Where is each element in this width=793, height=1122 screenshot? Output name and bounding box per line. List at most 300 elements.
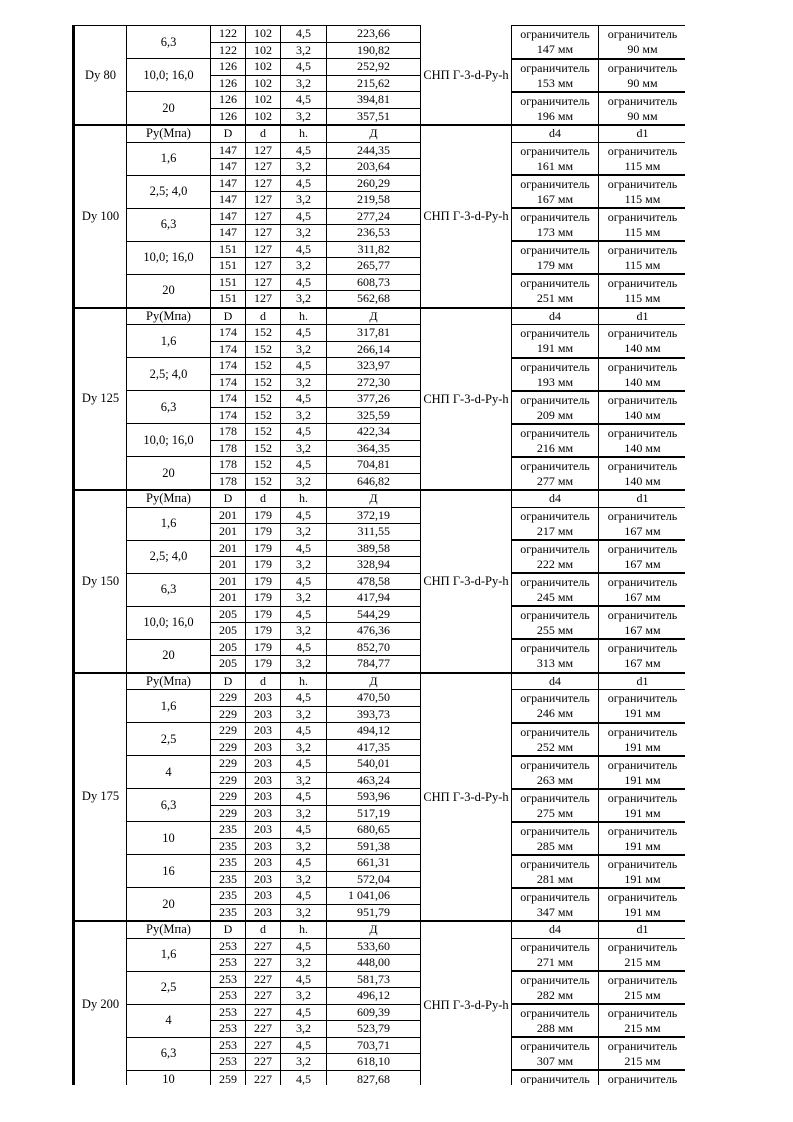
thickness: 4,5 bbox=[281, 1070, 327, 1085]
limiter-d1 bbox=[599, 457, 686, 491]
outer-diameter: 126 bbox=[211, 59, 246, 76]
limiter-label: ограничитель bbox=[607, 1006, 678, 1020]
thickness: 4,5 bbox=[281, 1037, 327, 1054]
inner-diameter: 102 bbox=[246, 42, 281, 59]
limiter-value: 90 мм bbox=[627, 75, 658, 90]
thickness: 4,5 bbox=[281, 175, 327, 192]
outer-diameter: 147 bbox=[211, 208, 246, 225]
limiter-value: 115 мм bbox=[624, 225, 661, 239]
inner-diameter: 227 bbox=[246, 988, 281, 1005]
header-d: d bbox=[246, 490, 281, 507]
inner-diameter: 203 bbox=[246, 822, 281, 839]
inner-diameter: 227 bbox=[246, 938, 281, 955]
table-row bbox=[74, 424, 686, 441]
weight-value: 581,73 bbox=[327, 971, 421, 988]
limiter-label: ограничитель bbox=[520, 790, 590, 805]
thickness: 4,5 bbox=[281, 855, 327, 872]
limiter-d1 bbox=[599, 756, 686, 789]
weight-value: 377,26 bbox=[327, 391, 421, 408]
outer-diameter: 253 bbox=[211, 1037, 246, 1054]
limiter-label: ограничитель bbox=[607, 425, 678, 440]
limiter-d4 bbox=[512, 274, 599, 308]
limiter-label: ограничитель bbox=[607, 575, 678, 589]
thickness: 4,5 bbox=[281, 241, 327, 258]
outer-diameter: 126 bbox=[211, 75, 246, 92]
thickness: 4,5 bbox=[281, 358, 327, 375]
outer-diameter: 205 bbox=[211, 639, 246, 656]
weight-value: 523,79 bbox=[327, 1021, 421, 1038]
limiter-value: 167 мм bbox=[624, 623, 661, 637]
limiter-d4 bbox=[512, 241, 599, 274]
pressure-cell: 10,0; 16,0 bbox=[127, 606, 211, 639]
outer-diameter: 229 bbox=[211, 772, 246, 789]
inner-diameter: 127 bbox=[246, 142, 281, 159]
group-header-row bbox=[74, 921, 686, 938]
pressure-cell: 6,3 bbox=[127, 573, 211, 606]
limiter-value: 191 мм bbox=[536, 341, 574, 356]
thickness: 3,2 bbox=[281, 955, 327, 972]
inner-diameter: 102 bbox=[246, 75, 281, 92]
thickness: 3,2 bbox=[281, 557, 327, 574]
limiter-value: 90 мм bbox=[627, 42, 658, 57]
limiter-value: 196 мм bbox=[536, 108, 574, 123]
outer-diameter: 235 bbox=[211, 904, 246, 921]
weight-value: 591,38 bbox=[327, 838, 421, 855]
gasket-mark: СНП Г-3-d-Ру-h bbox=[421, 490, 512, 673]
thickness: 3,2 bbox=[281, 706, 327, 723]
limiter-d4 bbox=[512, 888, 599, 922]
table-row bbox=[74, 971, 686, 988]
inner-diameter: 152 bbox=[246, 391, 281, 408]
table-row bbox=[74, 26, 686, 43]
dy-label: Dy 200 bbox=[74, 921, 127, 1085]
weight-value: 1 041,06 bbox=[327, 888, 421, 905]
limiter-d1 bbox=[599, 855, 686, 888]
inner-diameter: 127 bbox=[246, 258, 281, 275]
thickness: 3,2 bbox=[281, 473, 327, 490]
table-row bbox=[74, 690, 686, 707]
dy-label: Dy 175 bbox=[74, 673, 127, 922]
table-row bbox=[74, 391, 686, 408]
inner-diameter: 102 bbox=[246, 92, 281, 109]
thickness: 3,2 bbox=[281, 524, 327, 541]
limiter-value: 167 мм bbox=[624, 557, 661, 571]
limiter-value: 179 мм bbox=[536, 258, 574, 272]
limiter-value: 251 мм bbox=[536, 291, 574, 306]
spec-sheet bbox=[72, 25, 685, 1085]
inner-diameter: 152 bbox=[246, 358, 281, 375]
group-header-row bbox=[74, 673, 686, 690]
limiter-d4 bbox=[512, 822, 599, 855]
pressure-cell: 20 bbox=[127, 639, 211, 673]
limiter-label: ограничитель bbox=[520, 359, 590, 374]
header-d1: d1 bbox=[599, 490, 686, 507]
outer-diameter: 178 bbox=[211, 473, 246, 490]
weight-value: 540,01 bbox=[327, 756, 421, 773]
limiter-label: ограничитель bbox=[520, 724, 590, 739]
limiter-label: ограничитель bbox=[607, 823, 678, 838]
limiter-label: ограничитель bbox=[607, 60, 678, 75]
thickness: 4,5 bbox=[281, 142, 327, 159]
outer-diameter: 229 bbox=[211, 739, 246, 756]
weight-value: 323,97 bbox=[327, 358, 421, 375]
outer-diameter: 151 bbox=[211, 241, 246, 258]
limiter-value: 140 мм bbox=[624, 473, 661, 488]
limiter-d1 bbox=[599, 358, 686, 391]
inner-diameter: 152 bbox=[246, 473, 281, 490]
limiter-label: ограничитель bbox=[520, 425, 590, 440]
header-weight: Д bbox=[327, 673, 421, 690]
weight-value: 609,39 bbox=[327, 1004, 421, 1021]
thickness: 3,2 bbox=[281, 440, 327, 457]
thickness: 3,2 bbox=[281, 772, 327, 789]
outer-diameter: 201 bbox=[211, 590, 246, 607]
limiter-value: 281 мм bbox=[536, 871, 574, 886]
limiter-label: ограничитель bbox=[520, 823, 590, 838]
dy-label: Dy 150 bbox=[74, 490, 127, 673]
weight-value: 703,71 bbox=[327, 1037, 421, 1054]
outer-diameter: 205 bbox=[211, 623, 246, 640]
thickness: 4,5 bbox=[281, 274, 327, 291]
inner-diameter: 227 bbox=[246, 971, 281, 988]
inner-diameter: 179 bbox=[246, 573, 281, 590]
header-d4: d4 bbox=[512, 308, 599, 325]
pressure-cell: 20 bbox=[127, 888, 211, 922]
weight-value: 618,10 bbox=[327, 1054, 421, 1071]
limiter-d1 bbox=[599, 888, 686, 922]
limiter-d1 bbox=[599, 507, 686, 540]
table-row bbox=[74, 175, 686, 192]
inner-diameter: 203 bbox=[246, 739, 281, 756]
weight-value: 661,31 bbox=[327, 855, 421, 872]
inner-diameter: 127 bbox=[246, 291, 281, 308]
limiter-label: ограничитель bbox=[520, 243, 590, 257]
limiter-d1 bbox=[599, 723, 686, 756]
limiter-value: 255 мм bbox=[536, 623, 574, 637]
limiter-value: 271 мм bbox=[536, 954, 574, 969]
table-row bbox=[74, 1070, 686, 1085]
header-d1: d1 bbox=[599, 125, 686, 142]
inner-diameter: 203 bbox=[246, 888, 281, 905]
thickness: 4,5 bbox=[281, 639, 327, 656]
limiter-d4 bbox=[512, 325, 599, 358]
limiter-value: 191 мм bbox=[624, 805, 661, 820]
limiter-d1 bbox=[599, 1070, 686, 1085]
limiter-d1 bbox=[599, 391, 686, 424]
header-d1: d1 bbox=[599, 921, 686, 938]
outer-diameter: 147 bbox=[211, 192, 246, 209]
outer-diameter: 151 bbox=[211, 258, 246, 275]
header-pressure: Ру(Мпа) bbox=[127, 673, 211, 690]
limiter-d4 bbox=[512, 1004, 599, 1037]
outer-diameter: 151 bbox=[211, 274, 246, 291]
gasket-spec-table bbox=[72, 25, 685, 1085]
limiter-label: ограничитель bbox=[607, 93, 678, 108]
limiter-label: ограничитель bbox=[520, 27, 590, 42]
thickness: 4,5 bbox=[281, 424, 327, 441]
gasket-mark: СНП Г-3-d-Ру-h bbox=[421, 673, 512, 922]
limiter-d4 bbox=[512, 1037, 599, 1070]
header-d: d bbox=[246, 921, 281, 938]
header-pressure: Ру(Мпа) bbox=[127, 125, 211, 142]
thickness: 3,2 bbox=[281, 291, 327, 308]
limiter-d4 bbox=[512, 938, 599, 971]
limiter-label: ограничитель bbox=[607, 243, 678, 257]
table-row bbox=[74, 1004, 686, 1021]
limiter-label: ограничитель bbox=[520, 641, 590, 656]
limiter-value: 246 мм bbox=[536, 706, 574, 721]
weight-value: 203,64 bbox=[327, 159, 421, 176]
table-row bbox=[74, 639, 686, 656]
table-row bbox=[74, 606, 686, 623]
limiter-d1 bbox=[599, 1037, 686, 1070]
limiter-d1 bbox=[599, 938, 686, 971]
thickness: 3,2 bbox=[281, 656, 327, 673]
gasket-mark: СНП Г-3-d-Ру-h bbox=[421, 26, 512, 126]
table-row bbox=[74, 358, 686, 375]
table-row bbox=[74, 540, 686, 557]
header-d4: d4 bbox=[512, 125, 599, 142]
thickness: 4,5 bbox=[281, 1004, 327, 1021]
limiter-d1 bbox=[599, 789, 686, 822]
inner-diameter: 152 bbox=[246, 374, 281, 391]
pressure-cell: 6,3 bbox=[127, 1037, 211, 1070]
limiter-d1 bbox=[599, 540, 686, 573]
outer-diameter: 201 bbox=[211, 507, 246, 524]
limiter-label: ограничитель bbox=[520, 1072, 590, 1085]
weight-value: 470,50 bbox=[327, 690, 421, 707]
limiter-d4 bbox=[512, 142, 599, 175]
inner-diameter: 179 bbox=[246, 639, 281, 656]
inner-diameter: 152 bbox=[246, 341, 281, 358]
inner-diameter: 152 bbox=[246, 440, 281, 457]
inner-diameter: 127 bbox=[246, 192, 281, 209]
limiter-label: ограничитель bbox=[607, 276, 678, 291]
weight-value: 562,68 bbox=[327, 291, 421, 308]
weight-value: 244,35 bbox=[327, 142, 421, 159]
inner-diameter: 102 bbox=[246, 108, 281, 125]
outer-diameter: 122 bbox=[211, 42, 246, 59]
thickness: 3,2 bbox=[281, 75, 327, 92]
limiter-label: ограничитель bbox=[607, 757, 678, 772]
weight-value: 852,70 bbox=[327, 639, 421, 656]
limiter-label: ограничитель bbox=[520, 143, 590, 158]
inner-diameter: 179 bbox=[246, 557, 281, 574]
pressure-cell: 1,6 bbox=[127, 325, 211, 358]
pressure-cell: 20 bbox=[127, 274, 211, 308]
weight-value: 417,94 bbox=[327, 590, 421, 607]
outer-diameter: 201 bbox=[211, 557, 246, 574]
weight-value: 517,19 bbox=[327, 805, 421, 822]
limiter-d4 bbox=[512, 756, 599, 789]
outer-diameter: 174 bbox=[211, 341, 246, 358]
limiter-d1 bbox=[599, 1004, 686, 1037]
inner-diameter: 152 bbox=[246, 457, 281, 474]
outer-diameter: 253 bbox=[211, 1004, 246, 1021]
limiter-label: ограничитель bbox=[520, 691, 590, 706]
limiter-d1 bbox=[599, 690, 686, 723]
header-h: h. bbox=[281, 125, 327, 142]
limiter-label: ограничитель bbox=[607, 392, 678, 407]
outer-diameter: 174 bbox=[211, 374, 246, 391]
table-row bbox=[74, 756, 686, 773]
limiter-value: 161 мм bbox=[536, 158, 574, 173]
outer-diameter: 229 bbox=[211, 805, 246, 822]
limiter-label: ограничитель bbox=[607, 724, 678, 739]
pressure-cell: 1,6 bbox=[127, 142, 211, 175]
thickness: 3,2 bbox=[281, 42, 327, 59]
inner-diameter: 179 bbox=[246, 507, 281, 524]
outer-diameter: 174 bbox=[211, 358, 246, 375]
outer-diameter: 253 bbox=[211, 1021, 246, 1038]
thickness: 4,5 bbox=[281, 822, 327, 839]
limiter-label: ограничитель bbox=[607, 939, 678, 954]
pressure-cell: 1,6 bbox=[127, 507, 211, 540]
limiter-label: ограничитель bbox=[520, 973, 590, 987]
limiter-d4 bbox=[512, 971, 599, 1004]
weight-value: 680,65 bbox=[327, 822, 421, 839]
limiter-d1 bbox=[599, 639, 686, 673]
outer-diameter: 178 bbox=[211, 457, 246, 474]
header-h: h. bbox=[281, 308, 327, 325]
thickness: 4,5 bbox=[281, 26, 327, 43]
weight-value: 827,68 bbox=[327, 1070, 421, 1085]
outer-diameter: 229 bbox=[211, 706, 246, 723]
limiter-label: ограничитель bbox=[520, 392, 590, 407]
header-d4: d4 bbox=[512, 673, 599, 690]
inner-diameter: 152 bbox=[246, 325, 281, 342]
weight-value: 272,30 bbox=[327, 374, 421, 391]
outer-diameter: 178 bbox=[211, 440, 246, 457]
weight-value: 417,35 bbox=[327, 739, 421, 756]
weight-value: 448,00 bbox=[327, 955, 421, 972]
weight-value: 260,29 bbox=[327, 175, 421, 192]
limiter-d4 bbox=[512, 391, 599, 424]
weight-value: 325,59 bbox=[327, 407, 421, 424]
header-d4: d4 bbox=[512, 490, 599, 507]
header-weight: Д bbox=[327, 308, 421, 325]
inner-diameter: 203 bbox=[246, 756, 281, 773]
weight-value: 646,82 bbox=[327, 473, 421, 490]
header-h: h. bbox=[281, 673, 327, 690]
limiter-label: ограничитель bbox=[607, 691, 678, 706]
weight-value: 608,73 bbox=[327, 274, 421, 291]
outer-diameter: 126 bbox=[211, 108, 246, 125]
outer-diameter: 253 bbox=[211, 971, 246, 988]
outer-diameter: 229 bbox=[211, 789, 246, 806]
thickness: 4,5 bbox=[281, 540, 327, 557]
pressure-cell: 10 bbox=[127, 822, 211, 855]
pressure-cell: 2,5 bbox=[127, 971, 211, 1004]
weight-value: 463,24 bbox=[327, 772, 421, 789]
limiter-value: 275 мм bbox=[536, 805, 574, 820]
thickness: 3,2 bbox=[281, 805, 327, 822]
weight-value: 266,14 bbox=[327, 341, 421, 358]
outer-diameter: 147 bbox=[211, 159, 246, 176]
limiter-label: ограничитель bbox=[520, 939, 590, 954]
limiter-value: 215 мм bbox=[624, 1054, 661, 1068]
weight-value: 311,82 bbox=[327, 241, 421, 258]
limiter-label: ограничитель bbox=[607, 458, 678, 473]
thickness: 3,2 bbox=[281, 341, 327, 358]
limiter-value: 115 мм bbox=[624, 291, 661, 306]
header-D: D bbox=[211, 308, 246, 325]
inner-diameter: 127 bbox=[246, 241, 281, 258]
weight-value: 223,66 bbox=[327, 26, 421, 43]
limiter-d4 bbox=[512, 855, 599, 888]
limiter-value: 140 мм bbox=[624, 440, 661, 455]
pressure-cell: 10,0; 16,0 bbox=[127, 424, 211, 457]
outer-diameter: 178 bbox=[211, 424, 246, 441]
limiter-value: 313 мм bbox=[536, 656, 574, 671]
limiter-label: ограничитель bbox=[607, 542, 678, 556]
limiter-value: 252 мм bbox=[536, 739, 574, 754]
limiter-label: ограничитель bbox=[607, 973, 678, 987]
weight-value: 215,62 bbox=[327, 75, 421, 92]
weight-value: 317,81 bbox=[327, 325, 421, 342]
outer-diameter: 229 bbox=[211, 723, 246, 740]
thickness: 3,2 bbox=[281, 159, 327, 176]
limiter-value: 288 мм bbox=[536, 1021, 574, 1035]
limiter-label: ограничитель bbox=[520, 210, 590, 224]
limiter-label: ограничитель bbox=[520, 326, 590, 341]
inner-diameter: 203 bbox=[246, 805, 281, 822]
pressure-cell: 6,3 bbox=[127, 391, 211, 424]
limiter-value: 285 мм bbox=[536, 838, 574, 853]
limiter-d4 bbox=[512, 175, 599, 208]
thickness: 4,5 bbox=[281, 756, 327, 773]
thickness: 3,2 bbox=[281, 1054, 327, 1071]
inner-diameter: 227 bbox=[246, 1021, 281, 1038]
limiter-value: 222 мм bbox=[536, 557, 574, 571]
limiter-value: 167 мм bbox=[624, 523, 661, 538]
thickness: 3,2 bbox=[281, 407, 327, 424]
limiter-value: 245 мм bbox=[536, 590, 574, 604]
weight-value: 476,36 bbox=[327, 623, 421, 640]
inner-diameter: 152 bbox=[246, 424, 281, 441]
limiter-d4 bbox=[512, 639, 599, 673]
limiter-label: ограничитель bbox=[607, 1039, 678, 1053]
limiter-label: ограничитель bbox=[520, 542, 590, 556]
inner-diameter: 203 bbox=[246, 690, 281, 707]
inner-diameter: 179 bbox=[246, 540, 281, 557]
limiter-d4 bbox=[512, 507, 599, 540]
limiter-d4 bbox=[512, 424, 599, 457]
thickness: 4,5 bbox=[281, 92, 327, 109]
gasket-mark: СНП Г-3-d-Ру-h bbox=[421, 308, 512, 491]
limiter-value: 115 мм bbox=[624, 192, 661, 206]
weight-value: 364,35 bbox=[327, 440, 421, 457]
limiter-label: ограничитель bbox=[607, 143, 678, 158]
outer-diameter: 147 bbox=[211, 175, 246, 192]
limiter-value: 140 мм bbox=[624, 374, 661, 389]
outer-diameter: 253 bbox=[211, 955, 246, 972]
pressure-cell: 16 bbox=[127, 855, 211, 888]
inner-diameter: 127 bbox=[246, 274, 281, 291]
header-d: d bbox=[246, 125, 281, 142]
dy-label: Dy 125 bbox=[74, 308, 127, 491]
thickness: 4,5 bbox=[281, 208, 327, 225]
pressure-cell: 6,3 bbox=[127, 208, 211, 241]
weight-value: 190,82 bbox=[327, 42, 421, 59]
weight-value: 533,60 bbox=[327, 938, 421, 955]
weight-value: 704,81 bbox=[327, 457, 421, 474]
limiter-label: ограничитель bbox=[607, 608, 678, 622]
limiter-d1 bbox=[599, 822, 686, 855]
pressure-cell: 2,5; 4,0 bbox=[127, 175, 211, 208]
table-row bbox=[74, 855, 686, 872]
thickness: 4,5 bbox=[281, 690, 327, 707]
